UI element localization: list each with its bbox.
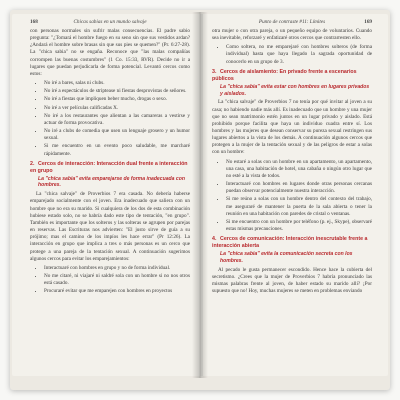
list-item: • Si me reúno a solas con un hombre dentro del contexto del trabajo, me aseguraré de mantener la puerta de la sala abierta o tener la reunión en una habitación con paredes de cristal o ventanas. xyxy=(226,196,372,217)
left-page-header xyxy=(30,19,190,25)
section-number: 2. xyxy=(30,160,35,167)
list-item: • No iré a los restaurantes que alientan a las camareras a vestirse y actuar de forma provocativa. xyxy=(44,113,190,127)
list-item: • No iré a espectáculos de striptease ni fiestas desprovistas de señores. xyxy=(44,88,190,95)
section-heading xyxy=(30,161,190,175)
right-page xyxy=(200,14,388,376)
paragraph: otra mujer o con otra pareja, o un pequeño equipo de voluntarios. Cuando sea inevitable, reforzaré y enfatizaré otros cercos que contrarresten ello. xyxy=(212,28,372,42)
list-item: • No me citaré, ni viajaré ni saldré sola con un hombre si no nos otros está casado. xyxy=(44,273,190,287)
list-item: • Si me encuentro con un hombre por teléfono (p. ej., Skype), observaré estas mismas precauciones. xyxy=(226,219,372,233)
left-running-title: Chicas sabias en un mundo salvaje xyxy=(73,19,147,25)
left-page-body xyxy=(30,28,190,298)
paragraph: La "chica salvaje" de Proverbios 7 era casada. No debería haberse emparejado socialmente con el joven. Era inadecuado que saliera con un hombre que no era su marido. Si cualquiera de los dos de esta combinación hubiese estado solo, no se habría dado este tipo de tentación, "en grupo". También es importante que los solteros y las solteras se agrupen por parejas en reservas. Las Escrituras nos advierten: "El justo sirve de guía a su prójimo; mas el camino de los impíos les hace errar" (Pr 12:26). La interacción en grupo que implica a tres o más personas es un cerco que protege a una pareja de la tentación sexual. A continuación sugerimos algunos cercos para evitar los emparejamientos: xyxy=(30,191,190,262)
list-item: • No iré a bares, salas ni clubs. xyxy=(44,80,190,87)
list-item: • No iré a ver películas calificadas X. xyxy=(44,105,190,112)
section-title: Cercos de aislamiento: En privado frente a escenarios públicos xyxy=(212,68,357,82)
section-number: 3. xyxy=(212,68,217,75)
bullet-list xyxy=(30,80,190,158)
right-page-number: 169 xyxy=(364,19,372,25)
right-page-body xyxy=(212,28,372,297)
bullet-list xyxy=(212,44,372,65)
right-page-header xyxy=(212,19,372,25)
list-item: • Interactuaré con hombres en grupo y no de forma individual. xyxy=(44,265,190,272)
bullet-list xyxy=(30,265,190,296)
list-item: • Procuraré evitar que me emparejen con hombres en proyectos xyxy=(44,288,190,295)
list-item: • No iré a clubs de comedia que usen un lenguaje grosero y un humor sexual. xyxy=(44,128,190,142)
section-title: Cercos de comunicación: Interacción inescrutable frente a interacción abierta xyxy=(212,236,368,250)
list-item: • Como soltera, no me emparejaré con hombres solteros (de forma individual) hasta que haya llegado la sagrada oportunidad de conocerlo en un grupo de 3. xyxy=(226,44,372,65)
left-page-number: 168 xyxy=(30,19,38,25)
open-book xyxy=(10,10,390,390)
section-number: 4. xyxy=(212,236,217,243)
list-item: • No iré a fiestas que impliquen beber mucho, drogas o sexo. xyxy=(44,96,190,103)
list-item: • Interactuaré con hombres en lugares donde otras personas cercanas puedan observar potencialmente nuestra interacción. xyxy=(226,181,372,195)
section-rule: La "chica sabia" evita emparejarse de forma inadecuada con hombres. xyxy=(38,175,185,189)
section-heading xyxy=(212,236,372,250)
section-heading xyxy=(212,69,372,83)
section-rule: La "chica sabia" evita la comunicación secreta con los hombres. xyxy=(220,251,353,264)
paragraph: La "chica salvaje" de Proverbios 7 no tenía por qué invitar al joven a su casa; no habiendo nadie más allí. Es inadecuado que un hombre y una mujer que no sean matrimonio estén juntos en un lugar privado y aislado. Está prohibido porque facilita que haya un individuo cuadra entre sí. Los hombres y las mujeres que desean conservar su pureza sexual restringen sus lugares abiertos a la vista de los demás. A continuación algunos cercos que protegen a la mujer de la tentación sexual y de las peligros de estar a solas con un hombre: xyxy=(212,99,372,156)
right-running-title: Punto de contraste #11: Límites xyxy=(258,19,326,25)
paragraph: Al pecado le gusta permanecer escondido. Hence hace la cubierta del secretismo. ¿Crees que la mujer de Proverbios 7 habría pronunciado las mismas palabras frente al joven, de haber estado su marido allí? ¡Por supuesto que no! Hoy, muchas mujeres se meten en problemas enviando xyxy=(212,266,372,295)
bullet-list xyxy=(212,159,372,234)
list-item: • No estaré a solas con un hombre en un apartamento, un apartamento, una casa, una habitación de hotel, una cabaña o ningún otro lugar que no esté a la vista de todos. xyxy=(226,159,372,180)
gutter-shade xyxy=(200,14,203,376)
section-rule: La "chica sabia" evita estar con hombres en lugares privados y aislados. xyxy=(220,83,370,97)
section-title: Cercos de interacción: Interacción dual frente a interacción en grupo xyxy=(30,160,188,174)
left-page xyxy=(12,14,200,376)
paragraph: con personas normales sin sufrir malas consecuencias. El padre sabio pregunta: "¿Tomará el hombre fuego en su seno sin que sus vestidos ardan? ¿Andará el hombre sobre brasas sin que sus pies se quemen?" (Pr. 6:27-28). La "chica sabia" no se engaña. Reconoce que "las malas compañías corrompen las buenas costumbres" (1 Co. 15:33, RVR). Decide no ir a lugares que puedan perjudicarla de forma potencial. Levantó cercos como estos: xyxy=(30,28,190,77)
list-item: • Si me encuentro en un evento poco saludable, me marcharé rápidamente. xyxy=(44,143,190,157)
